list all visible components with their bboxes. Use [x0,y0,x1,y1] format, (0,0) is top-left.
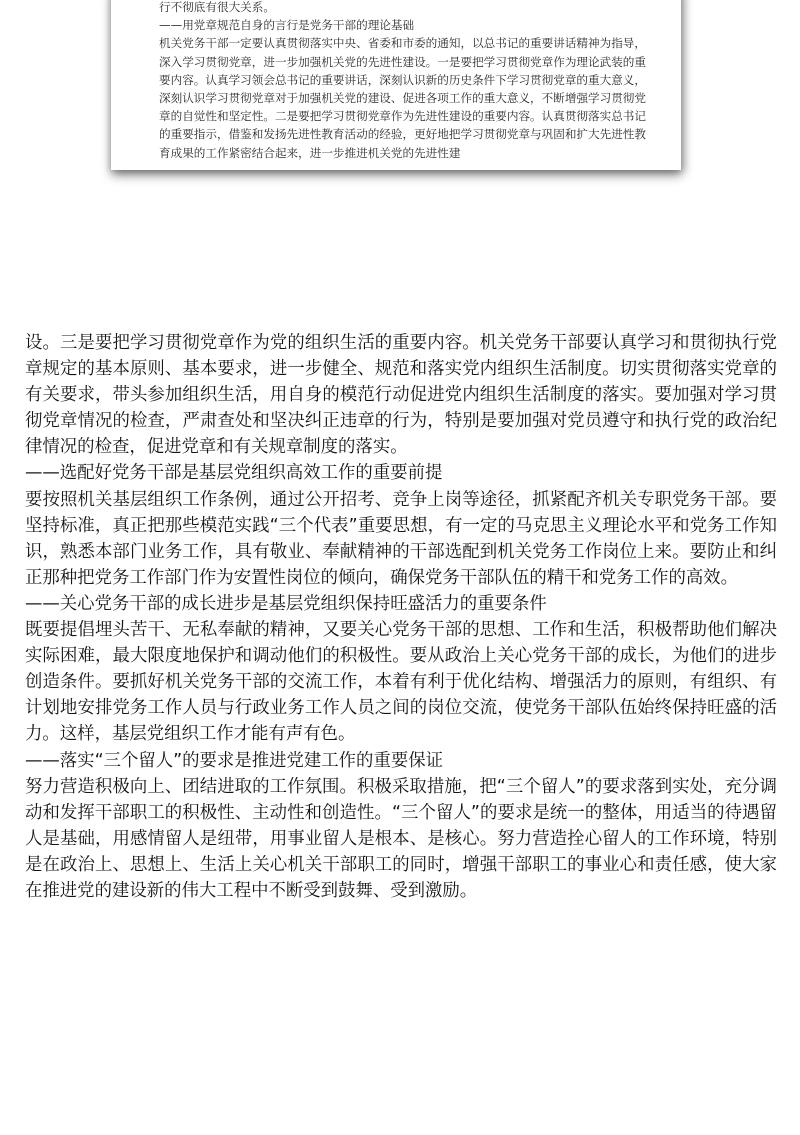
paragraph-1: 设。三是要把学习贯彻党章作为党的组织生活的重要内容。机关党务干部要认真学习和贯彻执行党章规定的基本原则、基本要求，进一步健全、规范和落实党内组织生活制度。切实贯彻落实党章的有关要求，带头参加组织生活，用自身的模范行动促进党内组织生活制度的落实。要加强对学习贯彻党章情况的检查，严肃查处和坚决纠正违章的行为，特别是要加强对党员遵守和执行党的政治纪律情况的检查，促进党章和有关规章制度的落实。 [25,333,777,458]
section-heading-4: ——落实“三个留人”的要求是推进党建工作的重要保证 [25,750,444,771]
section-heading-2: ——选配好党务干部是基层党组织高效工作的重要前提 [25,463,443,484]
document-body [25,330,777,904]
document-preview-card [111,0,681,170]
preview-line: 行不彻底有很大关系。 [159,0,275,14]
paragraph-4: 努力营造积极向上、团结进取的工作氛围。积极采取措施，把“三个留人”的要求落到实处，充分调动和发挥干部职工的积极性、主动性和创造性。“三个留人”的要求是统一的整体，用适当的待遇留人是基础，用感情留人是纽带，用事业留人是根本、是核心。努力营造拴心留人的工作环境，特别是在政治上、思想上、生活上关心机关干部职工的同时，增强干部职工的事业心和责任感，使大家在推进党的建设新的伟大工程中不断受到鼓舞、受到激励。 [25,776,777,901]
preview-text-block [159,0,646,162]
paragraph-3: 既要提倡埋头苦干、无私奉献的精神，又要关心党务干部的思想、工作和生活，积极帮助他们解决实际困难，最大限度地保护和调动他们的积极性。要从政治上关心党务干部的成长，为他们的进步创造条件。要抓好机关党务干部的交流工作，本着有利于优化结构、增强活力的原则，有组织、有计划地安排党务工作人员与行政业务工作人员之间的岗位交流，使党务干部队伍始终保持旺盛的活力。这样，基层党组织工作才能有声有色。 [25,620,777,745]
section-heading-3: ——关心党务干部的成长进步是基层党组织保持旺盛活力的重要条件 [25,593,547,614]
paragraph-2: 要按照机关基层组织工作条例，通过公开招考、竞争上岗等途径，抓紧配齐机关专职党务干部。要坚持标准，真正把那些模范实践“三个代表”重要思想，有一定的马克思主义理论水平和党务工作知识，熟悉本部门业务工作，具有敬业、奉献精神的干部选配到机关党务工作岗位上来。要防止和纠正那种把党务工作部门作为安置性岗位的倾向，确保党务干部队伍的精干和党务工作的高效。 [25,489,777,588]
preview-paragraph: 机关党务干部一定要认真贯彻落实中央、省委和市委的通知，以总书记的重要讲话精神为指导，深入学习贯彻党章，进一步加强机关党的先进性建设。一是要把学习贯彻党章作为理论武装的重要内容。认真学习领会总书记的重要讲话，深刻认识新的历史条件下学习贯彻党章的重大意义，深刻认识学习贯彻党章对于加强机关党的建设、促进各项工作的重大意义，不断增强学习贯彻党章的自觉性和坚定性。二是要把学习贯彻党章作为先进性建设的重要内容。认真贯彻落实总书记的重要指示，借鉴和发扬先进性教育活动的经验，更好地把学习贯彻党章与巩固和扩大先进性教育成果的工作紧密结合起来，进一步推进机关党的先进性建 [159,36,646,160]
preview-heading: ——用党章规范自身的言行是党务干部的理论基础 [159,18,415,33]
